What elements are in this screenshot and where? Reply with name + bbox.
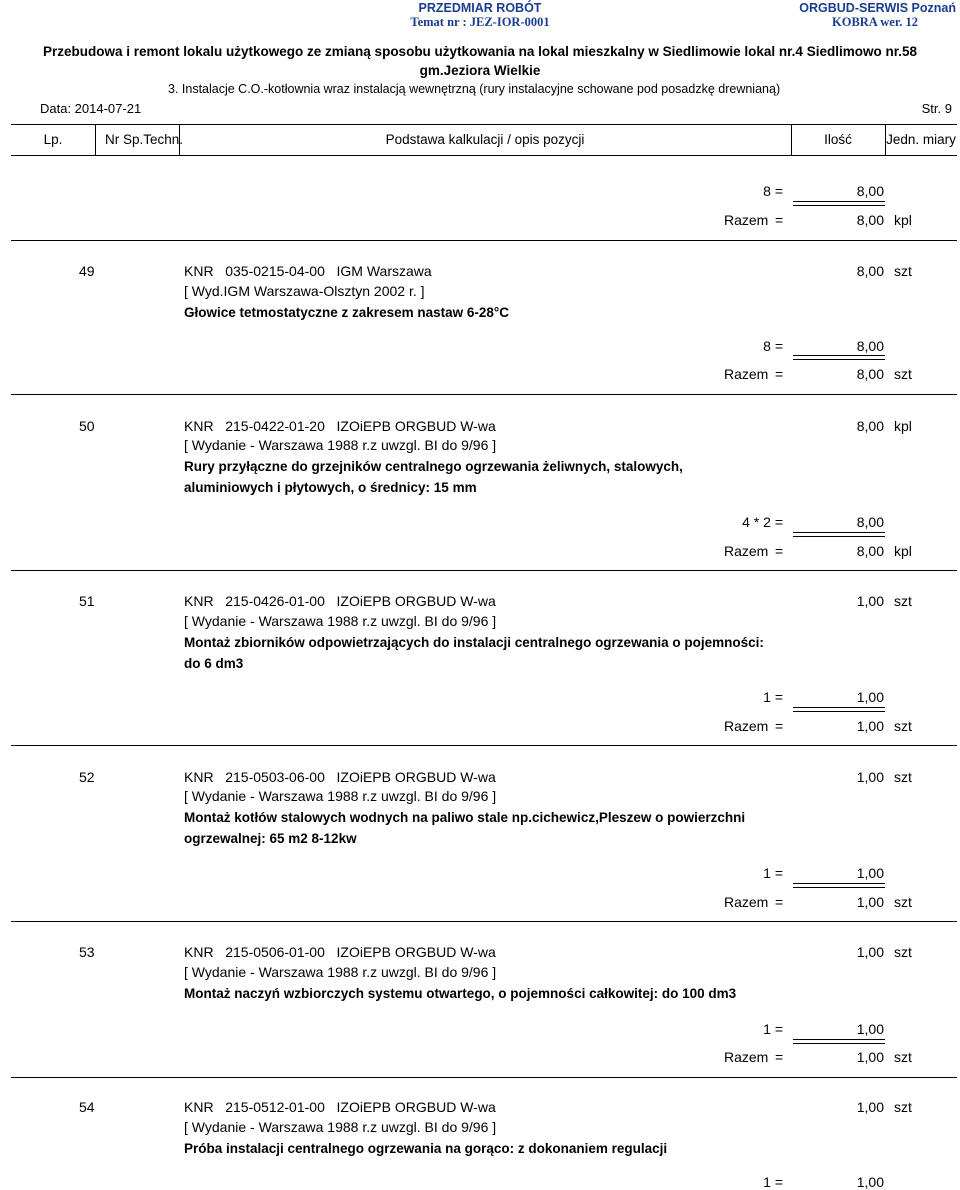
item-code: KNR 215-0512-01-00 IZOiEPB ORGBUD W-wa [184,1099,496,1115]
razem-label: Razem [724,212,769,228]
item-reference: [ Wydanie - Warszawa 1988 r.z uwzgl. BI do 9/96 ] [184,437,497,453]
item-description: Próba instalacji centralnego ogrzewania na gorąco: z dokonaniem regulacji [184,1141,668,1156]
razem-unit: kpl [894,212,912,228]
item-quantity: 1,00 [856,769,884,785]
calc-expression: 1 = [763,689,783,705]
item-description: Montaż kotłów stalowych wodnych na paliwo stale np.cichewicz,Pleszew o powierzchni ogrzewalnej: 65 m2 8-12kw [184,810,746,846]
item-lp: 49 [79,263,95,279]
item-description: Rury przyłączne do grzejników centralnego ogrzewania żeliwnych, stalowych, aluminiowych i płytowych, o średnicy: 15 mm [184,459,683,495]
item-lp: 50 [79,418,95,434]
item-quantity: 8,00 [856,418,884,434]
razem-unit: szt [894,718,912,734]
calc-value: 8,00 [856,338,884,354]
item-lp: 52 [79,769,95,785]
item-code: KNR 215-0506-01-00 IZOiEPB ORGBUD W-wa [184,944,496,960]
calc-value: 1,00 [856,1021,884,1037]
razem-label: Razem [724,894,769,910]
table-header [11,124,957,156]
razem-unit: szt [894,366,912,382]
razem-value: 1,00 [856,1049,884,1065]
razem-value: 1,00 [856,894,884,910]
item-reference: [ Wydanie - Warszawa 1988 r.z uwzgl. BI do 9/96 ] [184,964,497,980]
item-reference: [ Wyd.IGM Warszawa-Olsztyn 2002 r. ] [184,283,425,299]
razem-value: 8,00 [856,212,884,228]
calc-expression: 8 = [763,338,783,354]
item-unit: kpl [894,418,912,434]
program-title: PRZEDMIAR ROBÓT [418,1,542,15]
razem-unit: szt [894,1049,912,1065]
print-date: Data: 2014-07-21 [40,101,142,116]
razem-label: Razem [724,366,769,382]
razem-value: 1,00 [856,718,884,734]
razem-value: 8,00 [856,543,884,559]
calc-value: 8,00 [856,183,884,199]
item-reference: [ Wydanie - Warszawa 1988 r.z uwzgl. BI do 9/96 ] [184,788,497,804]
calc-expression: 8 = [763,183,783,199]
item-unit: szt [894,593,912,609]
razem-value: 8,00 [856,366,884,382]
page-number: Str. 9 [921,101,952,116]
item-code: KNR 035-0215-04-00 IGM Warszawa [184,263,432,279]
item-unit: szt [894,263,912,279]
razem-unit: kpl [894,543,912,559]
calc-value: 1,00 [856,689,884,705]
item-quantity: 1,00 [856,944,884,960]
item-description: Montaż zbiorników odpowietrzających do instalacji centralnego ogrzewania o pojemności: do 6 dm3 [184,635,764,671]
razem-label: Razem [724,1049,769,1065]
item-quantity: 8,00 [856,263,884,279]
calc-expression: 1 = [763,1021,783,1037]
item-lp: 51 [79,593,95,609]
calc-value: 1,00 [856,865,884,881]
calc-expression: 4 * 2 = [742,514,783,530]
item-reference: [ Wydanie - Warszawa 1988 r.z uwzgl. BI do 9/96 ] [184,613,497,629]
project-title-line1: Przebudowa i remont lokalu użytkowego ze zmianą sposobu użytkowania na lokal mieszkalny w Siedlimowie lokal nr.4 Siedlimowo nr.58 [43,44,917,59]
column-unit: Jedn. miary [886,132,956,147]
item-unit: szt [894,769,912,785]
item-lp: 54 [79,1099,95,1115]
section-title: 3. Instalacje C.O.-kotłownia wraz instalacją wewnętrzną (rury instalacyjne schowane pod posadzkę drewnianą) [168,82,781,96]
item-code: KNR 215-0503-06-00 IZOiEPB ORGBUD W-wa [184,769,496,785]
item-reference: [ Wydanie - Warszawa 1988 r.z uwzgl. BI do 9/96 ] [184,1119,497,1135]
item-quantity: 1,00 [856,593,884,609]
item-quantity: 1,00 [856,1099,884,1115]
razem-label: Razem [724,718,769,734]
item-unit: szt [894,1099,912,1115]
item-code: KNR 215-0426-01-00 IZOiEPB ORGBUD W-wa [184,593,496,609]
item-lp: 53 [79,944,95,960]
company-name: ORGBUD-SERWIS Poznań [799,1,956,15]
razem-unit: szt [894,894,912,910]
topic-number: Temat nr : JEZ-IOR-0001 [410,15,550,29]
column-nr: Nr Sp.Techn. [105,132,184,147]
project-title-line2: gm.Jeziora Wielkie [419,63,541,78]
calc-expression: 1 = [763,1174,783,1190]
version-label: KOBRA wer. 12 [832,15,918,29]
item-code: KNR 215-0422-01-20 IZOiEPB ORGBUD W-wa [184,418,496,434]
calc-expression: 1 = [763,865,783,881]
razem-label: Razem [724,543,769,559]
item-description: Montaż naczyń wzbiorczych systemu otwartego, o pojemności całkowitej: do 100 dm3 [184,986,737,1001]
calc-value: 1,00 [856,1174,884,1190]
column-description: Podstawa kalkulacji / opis pozycji [385,132,585,147]
column-quantity: Ilość [824,132,852,147]
item-description: Głowice tetmostatyczne z zakresem nastaw 6-28°C [184,305,510,320]
calc-value: 8,00 [856,514,884,530]
item-unit: szt [894,944,912,960]
column-lp: Lp. [43,132,63,147]
